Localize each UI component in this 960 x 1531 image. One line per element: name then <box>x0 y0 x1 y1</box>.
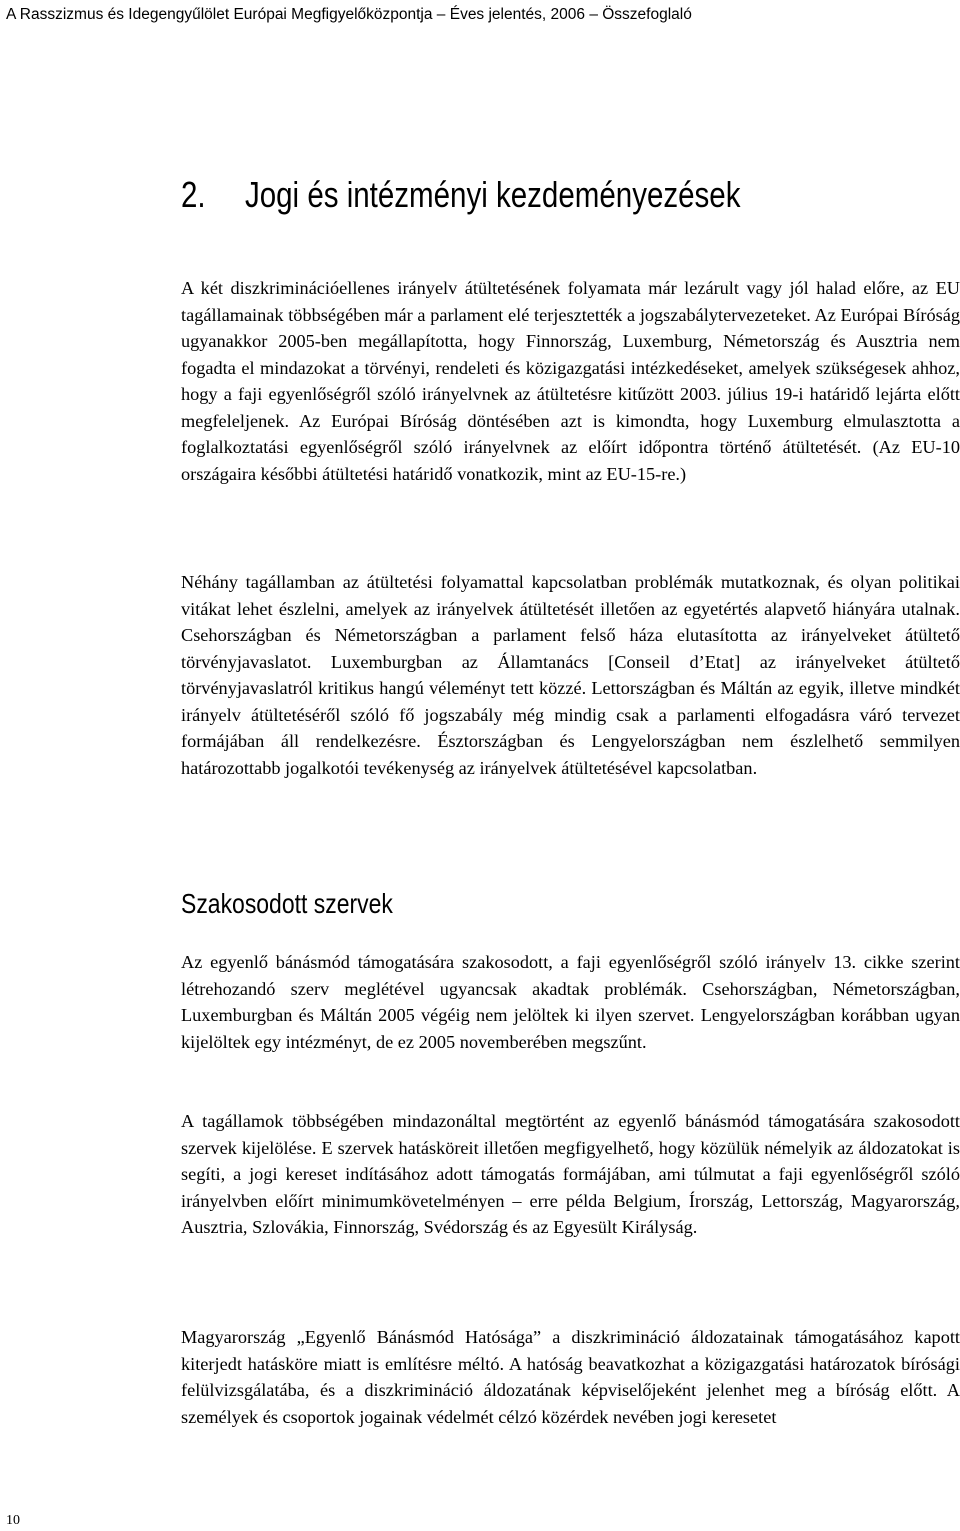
chapter-title: Jogi és intézményi kezdeményezések <box>244 174 741 215</box>
paragraph-transposition: A két diszkriminációellenes irányelv átültetésének folyamata már lezárult vagy jól halad előre, az EU tagállamainak többségében már a parlament elé terjesztették a jogszabálytervezeteket. Az Európai Bíróság ugyanakkor 2005-ben megállapította, hogy Finnország, Luxemburg, Németország és Ausztria nem fogadta el mindazokat a törvényi, rendeleti és közigazgatási intézkedéseket, amelyek szükségesek ahhoz, hogy a faji egyenlőségről szóló irányelvnek az átültetésre kitűzött 2003. július 19-i határidő lejárta előtt megfeleljenek. Az Európai Bíróság döntésében azt is kimondta, hogy Luxemburg elmulasztotta a foglalkoztatási egyenlőségről szóló irányelvnek az előírt időpontra történő átültetését. (Az EU-10 országaira későbbi átültetési határidő vonatkozik, mint az EU-15-re.) <box>181 278 960 484</box>
chapter-number: 2. <box>181 174 206 215</box>
section-heading: Szakosodott szervek <box>181 888 393 919</box>
paragraph-equality-body-problems: Az egyenlő bánásmód támogatására szakosodott, a faji egyenlőségről szóló irányelv 13. cikke szerint létrehozandó szerv meglétével ugyancsak akadtak problémák. Csehországban, Németországban, Luxemburgban és Máltán 2005 végéig nem jelöltek ki ilyen szervet. Lengyelországban korábban ugyan kijelöltek egy intézményt, de ez 2005 novemberében megszűnt. <box>181 952 960 1052</box>
running-header: A Rasszizmus és Idegengyűlölet Európai Megfigyelőközpontja – Éves jelentés, 2006 – Összefoglaló <box>6 6 692 23</box>
paragraph-equality-body-designation: A tagállamok többségében mindazonáltal megtörtént az egyenlő bánásmód támogatására szakosodott szervek kijelölése. E szervek hatásköreit illetően megfigyelhető, hogy közülük némelyik az áldozatokat is segíti, a jogi kereset indításához adott támogatás formájában, ami túlmutat a faji egyenlőségről szóló irányelvben előírt minimumkövetelményen – erre példa Belgium, Írország, Lettország, Magyarország, Ausztria, Szlovákia, Finnország, Svédország és az Egyesült Királyság. <box>181 1111 960 1237</box>
paragraph-hungary-authority: Magyarország „Egyenlő Bánásmód Hatósága” a diszkrimináció áldozatainak támogatásához kapott kiterjedt hatásköre miatt is említésre méltó. A hatóság beavatkozhat a közigazgatási határozatok bírósági felülvizsgálatába, és a diszkrimináció áldozatának képviselőjeként jelenhet meg a bíróság előtt. A személyek és csoportok jogainak védelmét célzó közérdek nevében jogi keresetet <box>181 1327 960 1427</box>
page-number: 10 <box>6 1513 20 1528</box>
paragraph-member-state-problems: Néhány tagállamban az átültetési folyamattal kapcsolatban problémák mutatkoznak, és olyan politikai vitákat lehet észlelni, amelyek az irányelvek átültetését illetően az egyetértés alapvető hiányára utalnak. Csehországban és Németországban a parlament felső háza elutasította az irányelveket átültető törvényjavaslatot. Luxemburgban az Államtanács [Conseil d’Etat] az irányelveket átültető törvényjavaslatról kritikus hangú véleményt tett közzé. Lettországban és Máltán az egyik, illetve mindkét irányelv átültetéséről szóló fő jogszabály még mindig csak a parlamenti elfogadásra váró tervezet formájában áll rendelkezésre. Észtországban és Lengyelországban nem észlelhető semmilyen határozottabb jogalkotói tevékenység az irányelvek átültetésével kapcsolatban. <box>181 572 960 778</box>
chapter-heading <box>181 174 740 216</box>
